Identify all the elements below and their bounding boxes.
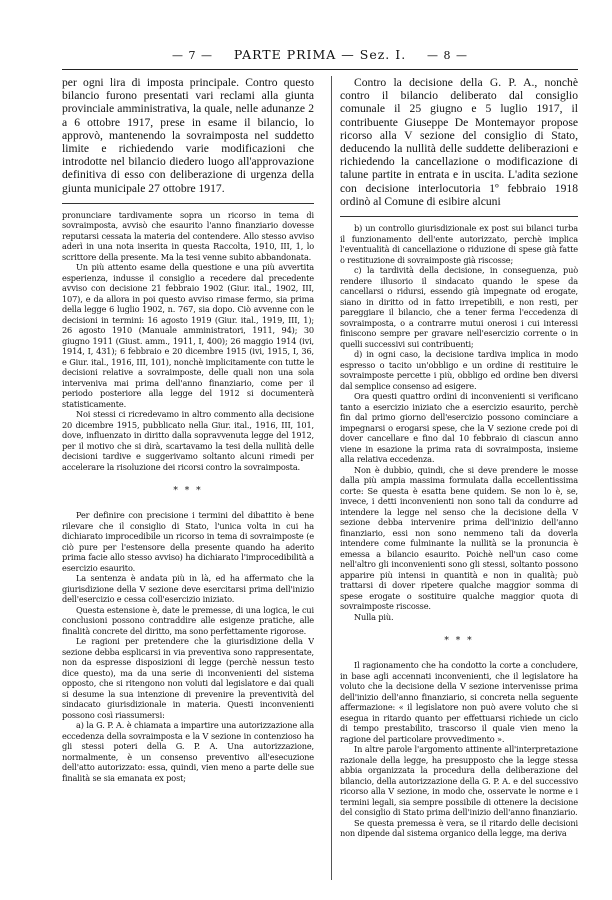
left-paragraph-1: pronunciare tardivamente sopra un ricorso in tema di sovraimposta, avvisò che esaurito l'anno finanziario dovesse reputarsi cessata la materia del contendere. Allo stesso avviso aderì in una nota inserita in questa Raccolta, 1910, III, 1, lo scrittore della presente. Ma la tesi venne subito abbandonata. (62, 209, 314, 262)
header-rule (62, 69, 578, 70)
right-paragraph-j: Se questa premessa è vera, se il ritardo delle decisioni non dipende dal sistema organico della legge, ma deriva (340, 817, 578, 839)
left-paragraph-4: Per definire con precisione i termini del dibattito è bene rilevare che il consiglio di Stato, l'unica volta in cui ha dichiarato improcedibile un ricorso in tema di sovraimposte (e ciò pure per l'estensore della presente quando ha aderito prima facie allo stesso avviso) ha dichiarato l'improcedibilità a esercizio esaurito. (62, 510, 314, 573)
left-paragraph-8: a) la G. P. A. è chiamata a impartire una autorizzazione alla eccedenza della sovraimposta e la V sezione in contenzioso ha gli stessi poteri della G. P. A. Una autorizzazione, normalmente, è un consenso preventivo all'esecuzione dell'atto autorizzato: essa, quindi, vien meno a parte delle sue finalità se sia emanata ex post; (62, 720, 314, 783)
page-number-left: — 7 — (172, 49, 213, 62)
right-asterism: * * * (444, 636, 474, 647)
running-header (62, 47, 578, 67)
left-paragraph-7: Le ragioni per pretendere che la giurisdizione della V sezione debba esplicarsi in via preventiva sono rappresentate, non da espresse disposizioni di legge (perchè nessun testo dice questo), ma da una serie di inconvenienti del sistema opposto, che si ritengono non voluti dal legislatore e dai quali si desume la sua intenzione di prevenire la preventività del sindacato giurisdizionale in materia. Questi inconvenienti possono così riassumersi: (62, 636, 314, 720)
left-paragraph-3: Noi stessi ci ricredevamo in altro commento alla decisione 20 dicembre 1915, pubblicato nella Giur. ital., 1916, III, 101, dove, influenzato in diritto dalla sopravvenuta legge del 1912, per il motivo che si dirà, scartavamo la tesi della nullità delle decisioni tardive e suggerivamo soltanto alcuni rimedi per accelerare la risoluzione dei ricorsi contro la sovraimposta. (62, 409, 314, 472)
right-item-d: d) in ogni caso, la decisione tardiva implica in modo espresso o tacito un'obbligo e un ordine di restituire le sovraimposte percette i più, obbligo ed ordine ben diversi dal semplice consenso ad esigere. (340, 349, 578, 391)
right-paragraph-i: In altre parole l'argomento attinente all'interpretazione razionale della legge, ha presupposto che la legge stessa abbia organizzata la procedura della deliberazione del bilancio, della autorizzazione della G. P. A. e del successivo ricorso alla V sezione, in modo che, osservate le norme e i termini legali, sia sempre possibile di ottenere la decisione del consiglio di Stato prima dell'inizio dell'anno finanziario. (340, 744, 578, 818)
right-paragraph-e: Ora questi quattro ordini di inconvenienti si verificano tanto a esercizio iniziato che a esercizio esaurito, perchè fin dal primo giorno dell'esercizio possono cominciare a impegnarsi o erogarsi spese, che la V sezione crede poi di dover cancellare e fino dal 10 febbraio di ciascun anno viene in esazione la prima rata di sovraimposta, insieme alla relativa eccedenza. (340, 391, 578, 465)
right-column (340, 76, 578, 900)
left-paragraph-6: Questa estensione è, date le premesse, di una logica, le cui conclusioni possono contraddire alle esigenze pratiche, alle finalità concrete del diritto, ma sono perfettamente rigorose. (62, 604, 314, 636)
right-paragraph-h: Il ragionamento che ha condotto la corte a concludere, in base agli accennati inconvenienti, che il legislatore ha voluto che la decisione della V sezione intervenisse prima dell'inizio dell'anno finanziario, si concreta nella seguente affermazione: « il legislatore non può avere voluto che si esegua in ritardo quanto per effettuarsi richiede un ciclo di tempo prestabilito, trascorso il quale vien meno la ragione del particolare provvedimento ». (340, 660, 578, 744)
left-paragraph-5: La sentenza è andata più in là, ed ha affermato che la giurisdizione della V sezione deve esercitarsi prima dell'inizio dell'esercizio e cessa coll'esercizio iniziato. (62, 573, 314, 605)
right-item-b: b) un controllo giurisdizionale ex post sui bilanci turba il funzionamento dell'ente autorizzato, perchè implica l'eventualità di cancellazione o riduzione di spese già fatte o restituzione di sovraimposte già riscosse; (340, 223, 578, 265)
left-column (62, 76, 314, 900)
right-paragraph-f: Non è dubbio, quindi, che si deve prendere le mosse dalla più ampia massima formulata dalla eccellentissima corte: Se questa è esatta bene quidem. Se non lo è, se, invece, i detti inconvenienti non sono tali da condurre ad intendere la legge nel senso che la decisione della V sezione debba intervenire prima dell'inizio dell'anno finanziario, essi non sono nemmeno tali da doverla intendere come fulminante la nullità se la pronuncia è emessa a bilancio esaurito. Poichè nell'un caso come nell'altro gli inconvenienti sono gli stessi, soltanto possono apparire più intensi in quantità e non in qualità; può trattarsi di dover ripetere qualche maggior somma di spese erogate o sostituire qualche maggior quota di sovraimposte riscosse. (340, 464, 578, 612)
section-title: PARTE PRIMA — Sez. I. (233, 47, 407, 62)
left-asterism: * * * (173, 486, 203, 497)
left-section-separator (62, 203, 314, 204)
right-paragraph-g: Nulla più. (354, 611, 394, 622)
column-divider (331, 76, 332, 880)
left-paragraph-2: Un più attento esame della questione e una più avvertita esperienza, indusse il consiglio a recedere dal precedente avviso con decisione 21 febbraio 1902 (Giur. ital., 1902, III, 107), e da allora in poi questo avviso rimase fermo, sia prima della legge 6 luglio 1902, n. 767, sia dopo. Ciò avvenne con le decisioni in termini: 16 agosto 1919 (Giur. ital., 1919, III, 1); 26 agosto 1910 (Manuale amministratori, 1911, 94); 30 giugno 1911 (Giust. amm., 1911, I, 400); 26 maggio 1914 (ivi, 1914, I, 431); 6 febbraio e 20 dicembre 1915 (ivi, 1915, I, 36, e Giur. ital., 1916, III, 101), nonchè implicitamente con tutte le decisioni relative a sovraimposte, delle quali non una sola interveniva mai prima dell'anno finanziario, come per il periodo posteriore alla legge del 1912 si documenterà statisticamente. (62, 262, 314, 409)
right-section-separator (340, 216, 578, 217)
right-item-c: c) la tardività della decisione, in conseguenza, può rendere illusorio il sindacato quando le spese da cancellarsi o ridursi, essendo già impegnate od erogate, siano in diritto od in fatto irrepetibili, e non resti, per pareggiare il bilancio, che a tener ferma l'eccedenza di sovraimposta, o a contrarre mutui onerosi i cui interessi finiscono sempre per gravare nell'esercizio corrente o in quelli successivi sui contribuenti; (340, 265, 578, 349)
left-intro-paragraph: per ogni lira di imposta principale. Contro questo bilancio furono presentati vari reclami alla giunta provinciale amministrativa, la quale, nelle adunanze 2 a 6 ottobre 1917, prese in esame il bilancio, lo approvò, mantenendo la sovraimposta nel suddetto limite e richiedendo varie modificazioni che introdotte nel bilancio diedero luogo all'approvazione definitiva di esso con deliberazione di urgenza della giunta municipale 27 ottobre 1917. (62, 76, 314, 195)
page-number-right: — 8 — (427, 49, 468, 62)
right-intro-paragraph: Contro la decisione della G. P. A., nonchè contro il bilancio deliberato dal consiglio comunale il 25 giugno e 5 luglio 1917, il contribuente Giuseppe De Montemayor propose ricorso alla V sezione del consiglio di Stato, deducendo la nullità delle suddette deliberazioni e richiedendo la cancellazione o modificazione di talune partite in entrata e in uscita. L'adita sezione con decisione interlocutoria 1º febbraio 1918 ordinò al Comune di esibire alcuni (340, 76, 578, 208)
